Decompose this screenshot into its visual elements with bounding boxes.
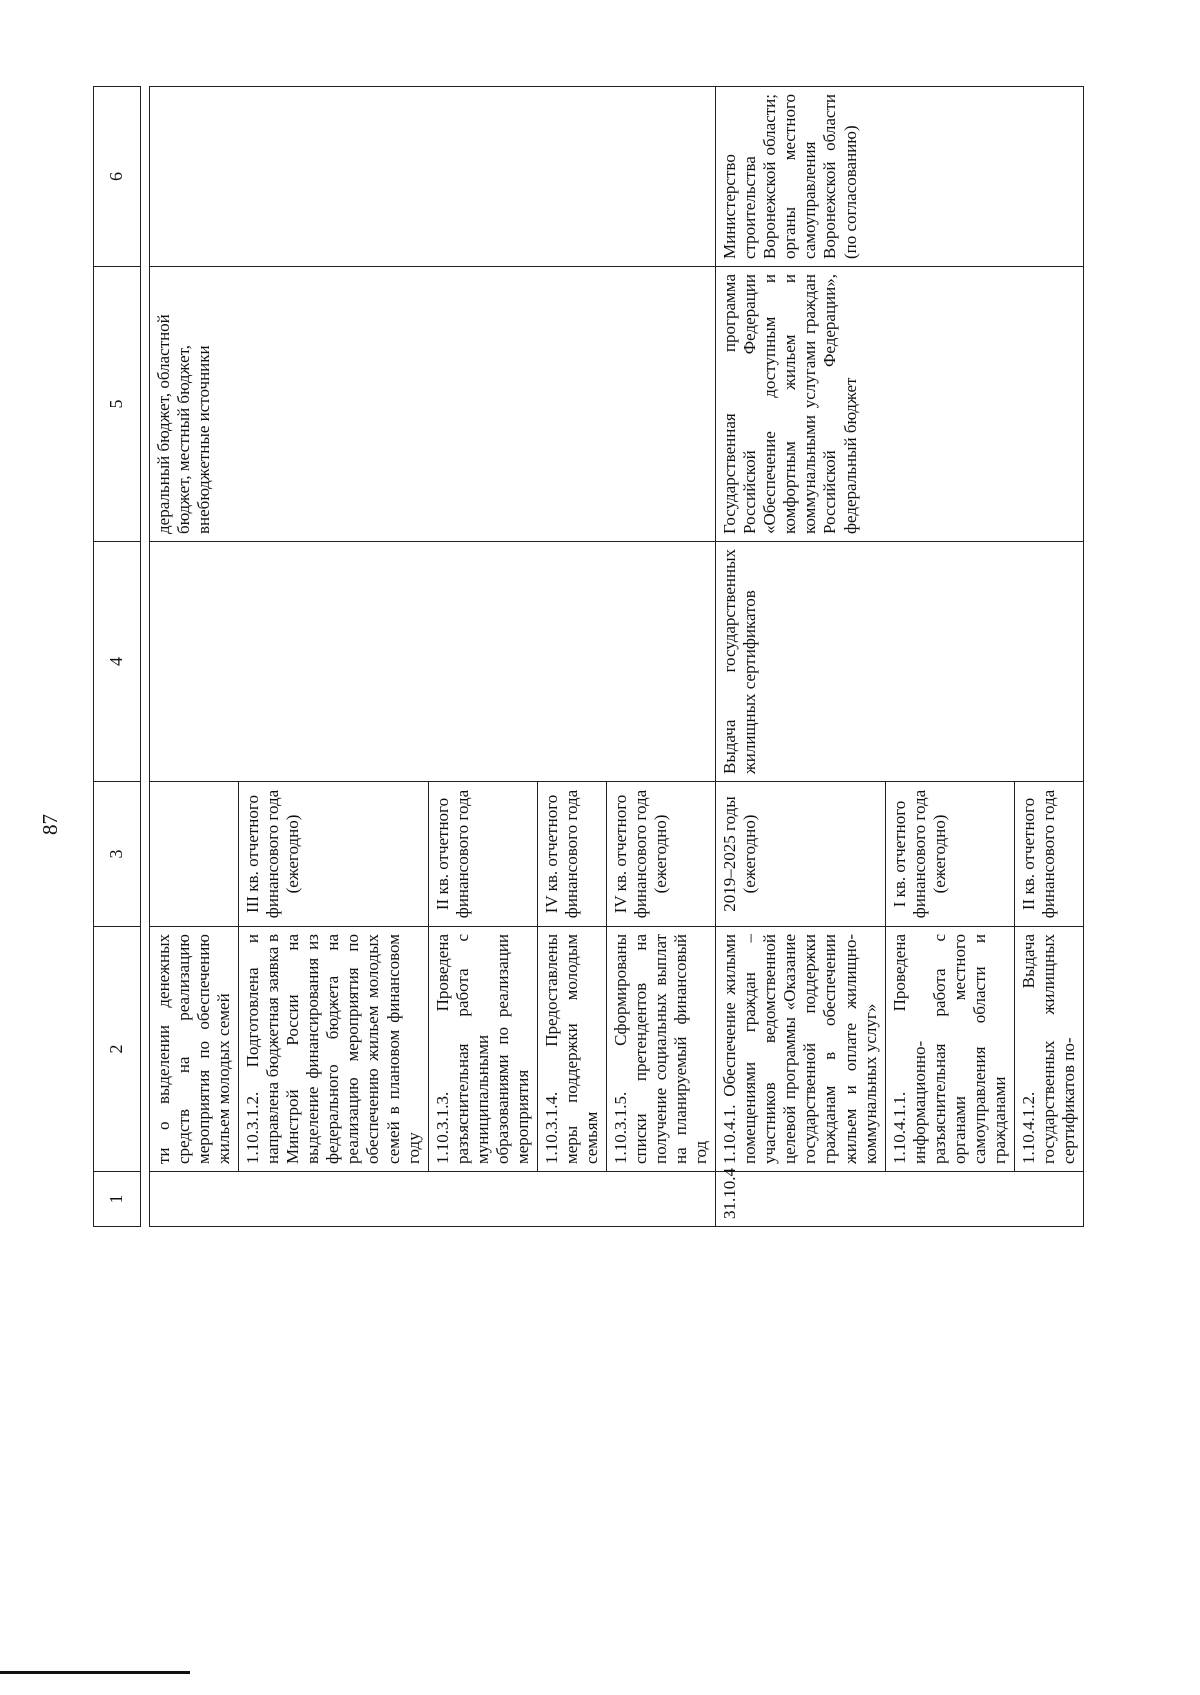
funding-source-cell: Государственная программа Российской Федерации «Обеспечение доступным и комфортным жильем и коммунальными услугами граждан Российской Федерации», федеральный бюджет xyxy=(716,267,1084,542)
footer-rule xyxy=(0,1671,190,1674)
page-number: 87 xyxy=(38,814,62,835)
column-number-2: 2 xyxy=(94,927,141,1172)
column-number-1: 1 xyxy=(94,1172,141,1227)
result-cell: 1.10.4.1.1. Проведена информационно-разъяснительная работа с органами местного самоуправления области и гражданами xyxy=(885,927,1014,1172)
column-number-6: 6 xyxy=(94,87,141,267)
deadline-cell: I кв. отчетного финансового года (ежегодно) xyxy=(885,782,1014,927)
row-number-cell xyxy=(150,1172,716,1227)
result-cell: 1.10.3.1.3. Проведена разъяснительная работа с муниципальными образованиями по реализации мероприятия xyxy=(428,927,537,1172)
result-cell: 1.10.3.1.4. Предоставлены меры поддержки молодым семьям xyxy=(537,927,606,1172)
spacer-row xyxy=(141,87,150,1227)
deadline-cell: 2019–2025 годы (ежегодно) xyxy=(716,782,885,927)
indicator-cell: Выдача государственных жилищных сертификатов xyxy=(716,542,1084,782)
deadline-cell: II кв. отчетного финансового года xyxy=(428,782,537,927)
column-number-row xyxy=(94,87,141,1227)
column-number-3: 3 xyxy=(94,782,141,927)
deadline-cell: III кв. отчетного финансового года (ежегодно) xyxy=(239,782,428,927)
table-row xyxy=(150,87,239,1227)
result-cell: ти о выделении денежных средств на реализацию мероприятия по обеспечению жильем молодых семей xyxy=(150,927,239,1172)
measures-table xyxy=(93,86,1084,1227)
result-cell: 1.10.4.1. Обеспечение жилыми помещениями граждан – участников ведомственной целевой программы «Оказание государственной поддержки гражданам в обеспечении жильем и оплате жилищно-коммунальных услуг» xyxy=(716,927,885,1172)
table-row xyxy=(716,87,885,1227)
result-cell: 1.10.3.1.5. Сформированы списки претендентов на получение социальных выплат на планируемый финансовый год xyxy=(606,927,715,1172)
executor-cell: Министерство строительства Воронежской области; органы местного самоуправления Воронежской области (по согласованию) xyxy=(716,87,1084,267)
executor-cell xyxy=(150,87,716,267)
rotated-table-page xyxy=(93,87,1133,1227)
deadline-cell xyxy=(150,782,239,927)
result-cell: 1.10.3.1.2. Подготовлена и направлена бюджетная заявка в Минстрой России на выделение финансирования из федерального бюджета на реализацию мероприятия по обеспечению жильем молодых семей в плановом финансовом году xyxy=(239,927,428,1172)
deadline-cell: IV кв. отчетного финансового года xyxy=(537,782,606,927)
indicator-cell xyxy=(150,542,716,782)
funding-source-cell: деральный бюджет, областной бюджет, местный бюджет, внебюджетные источники xyxy=(150,267,716,542)
deadline-cell: IV кв. отчетного финансового года (ежегодно) xyxy=(606,782,715,927)
column-number-5: 5 xyxy=(94,267,141,542)
row-number-cell: 31.10.4 xyxy=(716,1172,1084,1227)
deadline-cell: II кв. отчетного финансового года xyxy=(1014,782,1083,927)
column-number-4: 4 xyxy=(94,542,141,782)
result-cell: 1.10.4.1.2. Выдача государственных жилищных сертификатов по- xyxy=(1014,927,1083,1172)
